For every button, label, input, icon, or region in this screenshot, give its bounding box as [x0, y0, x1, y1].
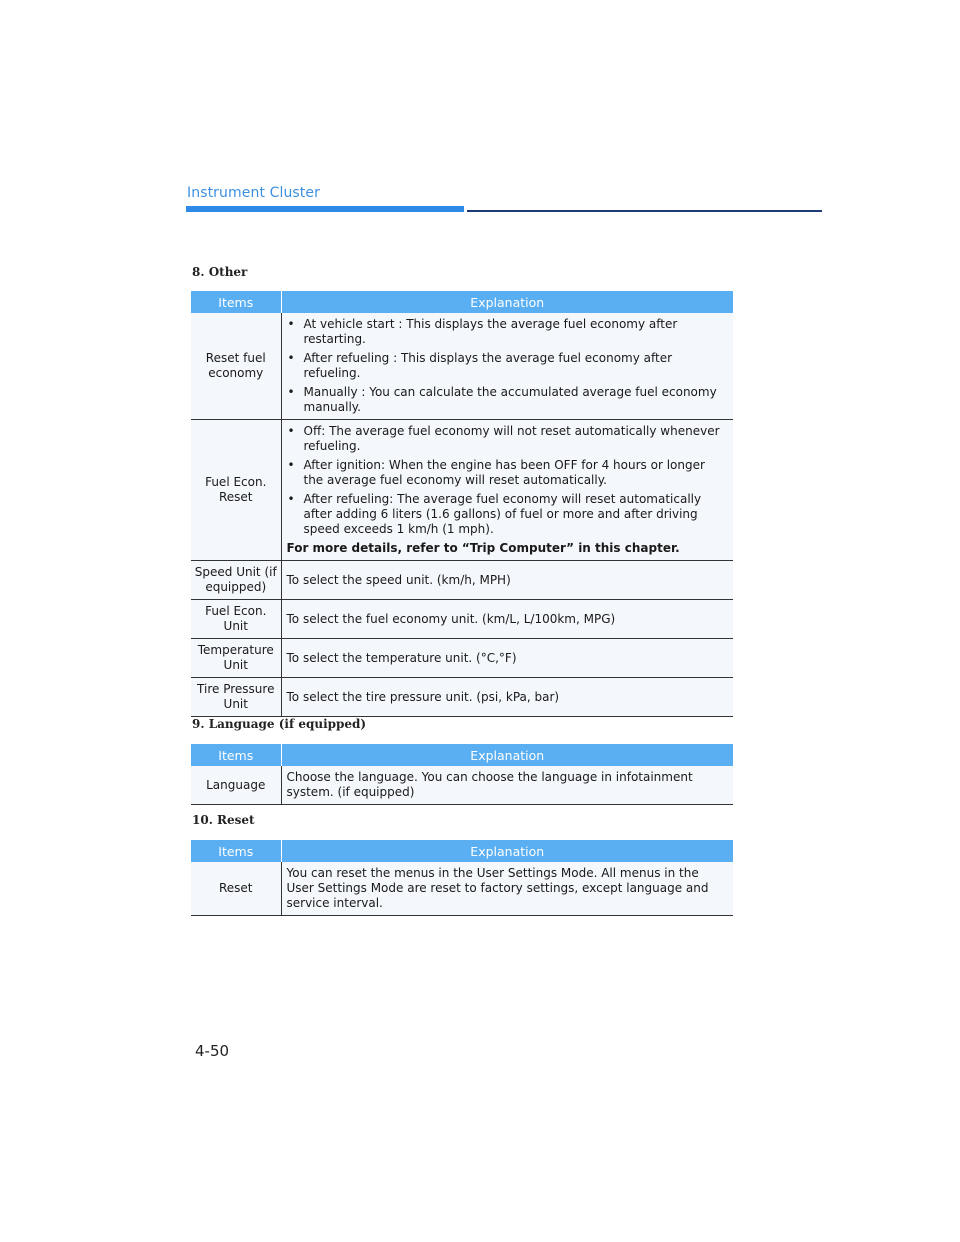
reset-settings-table [191, 840, 733, 916]
explanation-cell: To select the fuel economy unit. (km/L, L/100km, MPG) [281, 600, 733, 639]
column-header-explanation: Explanation [281, 840, 733, 862]
column-header-explanation: Explanation [281, 744, 733, 766]
language-settings-table [191, 744, 733, 805]
list-item: • Manually : You can calculate the accumulated average fuel economy manually. [287, 385, 728, 415]
page-number: 4-50 [195, 1042, 230, 1060]
item-cell: Reset [191, 862, 281, 916]
header-title: Instrument Cluster [187, 185, 320, 201]
header-rule-accent [186, 206, 464, 212]
item-cell: Tire Pressure Unit [191, 678, 281, 717]
item-cell: Reset fuel economy [191, 313, 281, 420]
header-rule [467, 210, 822, 212]
table-row [191, 561, 733, 600]
list-item: • After refueling: The average fuel economy will reset automatically after adding 6 liters (1.6 gallons) of fuel or more and after driving speed exceeds 1 km/h (1 mph). [287, 492, 728, 537]
explanation-cell [281, 420, 733, 561]
explanation-cell: You can reset the menus in the User Settings Mode. All menus in the User Settings Mode are reset to factory settings, except language and service interval. [281, 862, 733, 916]
section-heading-other: 8. Other [192, 265, 248, 279]
table-row [191, 313, 733, 420]
table-row [191, 862, 733, 916]
item-cell: Fuel Econ. Unit [191, 600, 281, 639]
list-item: • After refueling : This displays the average fuel economy after refueling. [287, 351, 728, 381]
column-header-items: Items [191, 840, 281, 862]
explanation-cell: To select the speed unit. (km/h, MPH) [281, 561, 733, 600]
section-heading-language: 9. Language (if equipped) [192, 717, 367, 731]
other-settings-table [191, 291, 733, 717]
column-header-explanation: Explanation [281, 291, 733, 313]
explanation-cell: Choose the language. You can choose the language in infotainment system. (if equipped) [281, 766, 733, 805]
table-row [191, 678, 733, 717]
list-item: • At vehicle start : This displays the average fuel economy after restarting. [287, 317, 728, 347]
explanation-cell: To select the tire pressure unit. (psi, kPa, bar) [281, 678, 733, 717]
column-header-items: Items [191, 744, 281, 766]
item-cell: Language [191, 766, 281, 805]
explanation-cell: To select the temperature unit. (°C,°F) [281, 639, 733, 678]
table-row [191, 639, 733, 678]
column-header-items: Items [191, 291, 281, 313]
list-item: • After ignition: When the engine has been OFF for 4 hours or longer the average fuel economy will reset automatically. [287, 458, 728, 488]
list-item: • Off: The average fuel economy will not reset automatically whenever refueling. [287, 424, 728, 454]
explanation-cell [281, 313, 733, 420]
table-row [191, 600, 733, 639]
reference-note: For more details, refer to “Trip Computer” in this chapter. [286, 541, 680, 555]
item-cell: Temperature Unit [191, 639, 281, 678]
item-cell: Speed Unit (if equipped) [191, 561, 281, 600]
table-row [191, 420, 733, 561]
item-cell: Fuel Econ. Reset [191, 420, 281, 561]
section-heading-reset: 10. Reset [192, 813, 255, 827]
table-row [191, 766, 733, 805]
